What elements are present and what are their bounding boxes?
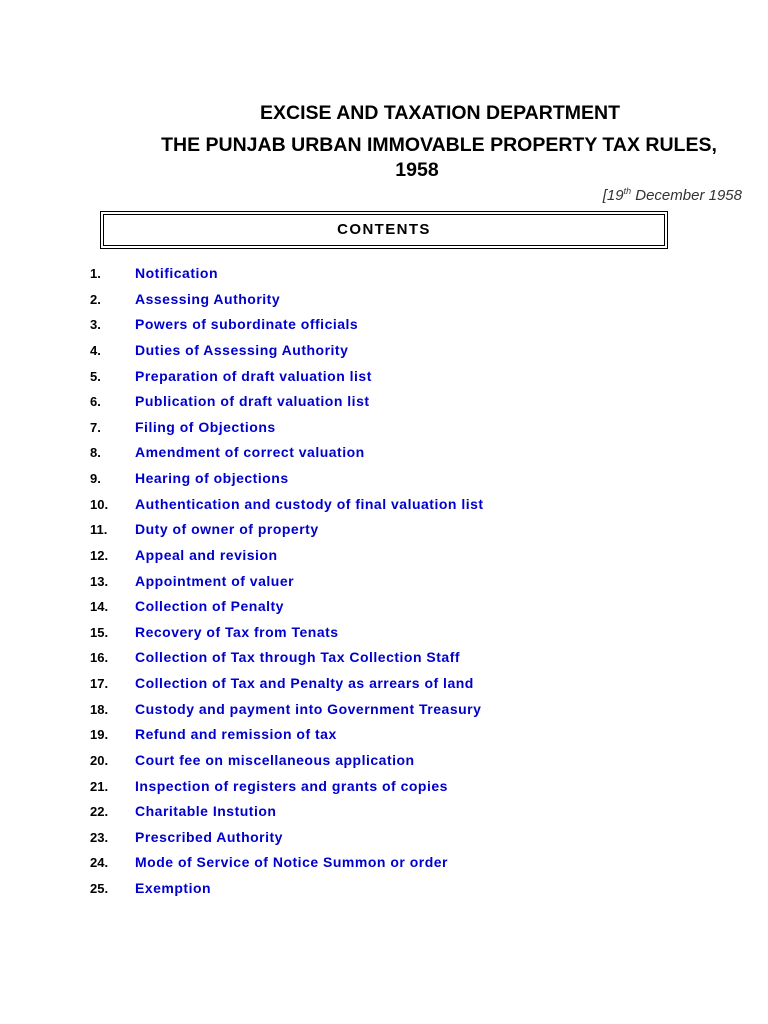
contents-item-link[interactable]: Appeal and revision <box>135 546 278 563</box>
contents-item-link[interactable]: Custody and payment into Government Treasury <box>135 700 482 717</box>
contents-item-link[interactable]: Mode of Service of Notice Summon or order <box>135 854 448 871</box>
rules-title-line-2: 1958 <box>395 159 439 181</box>
contents-item <box>0 825 768 851</box>
contents-item-number: 8. <box>90 445 101 461</box>
contents-heading-inner-border <box>103 214 665 246</box>
contents-item-number: 3. <box>90 317 101 333</box>
contents-item-number: 20. <box>90 752 109 768</box>
contents-item-link[interactable]: Hearing of objections <box>135 470 289 486</box>
contents-item-link[interactable]: Exemption <box>135 880 212 896</box>
contents-item <box>0 287 768 313</box>
contents-item <box>0 697 768 723</box>
contents-item <box>0 492 768 518</box>
contents-item <box>0 799 768 825</box>
department-heading: EXCISE AND TAXATION DEPARTMENT <box>259 102 621 124</box>
contents-item <box>0 671 768 697</box>
contents-item-link[interactable]: Notification <box>135 265 218 281</box>
contents-item-number: 7. <box>90 419 101 435</box>
contents-item-link[interactable]: Preparation of draft valuation list <box>135 367 372 384</box>
contents-item-number: 23. <box>90 829 109 845</box>
contents-item-number: 5. <box>90 368 101 384</box>
contents-item-number: 15. <box>90 624 109 640</box>
contents-item-number: 13. <box>90 573 109 589</box>
contents-item-number: 4. <box>90 342 101 358</box>
notification-date <box>603 186 742 206</box>
contents-item-link[interactable]: Collection of Tax and Penalty as arrears of land <box>135 675 474 691</box>
contents-item <box>0 620 768 646</box>
contents-heading-box <box>100 211 668 249</box>
contents-item <box>0 569 768 595</box>
contents-item <box>0 774 768 800</box>
contents-item-number: 17. <box>90 676 109 691</box>
contents-item <box>0 364 768 390</box>
contents-item-link[interactable]: Amendment of correct valuation <box>135 444 365 461</box>
contents-item-link[interactable]: Authentication and custody of final valuation list <box>135 495 484 512</box>
contents-item <box>0 389 768 415</box>
date-prefix: [19 <box>602 187 624 204</box>
contents-item-link[interactable]: Recovery of Tax from Tenats <box>135 623 339 640</box>
date-suffix: December 1958 <box>631 187 742 204</box>
contents-item-link[interactable]: Assessing Authority <box>135 290 281 307</box>
contents-item-number: 1. <box>90 266 101 281</box>
contents-item <box>0 466 768 492</box>
contents-item-link[interactable]: Court fee on miscellaneous application <box>135 751 415 768</box>
rules-title-line-1: THE PUNJAB URBAN IMMOVABLE PROPERTY TAX RULES, <box>161 134 717 156</box>
contents-item-number: 22. <box>90 804 109 820</box>
contents-item-number: 2. <box>90 291 101 307</box>
contents-item-number: 6. <box>90 394 101 410</box>
contents-item-number: 19. <box>90 727 109 743</box>
contents-item-link[interactable]: Refund and remission of tax <box>135 726 337 743</box>
contents-item-number: 12. <box>90 547 109 563</box>
contents-item <box>0 876 768 902</box>
contents-item-number: 10. <box>90 496 109 512</box>
contents-heading: CONTENTS <box>337 221 431 238</box>
contents-item <box>0 261 768 287</box>
contents-item <box>0 415 768 441</box>
contents-item <box>0 517 768 543</box>
contents-item <box>0 645 768 671</box>
contents-item <box>0 338 768 364</box>
contents-list <box>0 261 768 902</box>
contents-item-number: 14. <box>90 599 109 615</box>
contents-item <box>0 543 768 569</box>
contents-item <box>0 440 768 466</box>
contents-item-link[interactable]: Filing of Objections <box>135 418 276 435</box>
contents-item <box>0 850 768 876</box>
contents-item-link[interactable]: Inspection of registers and grants of copies <box>135 777 448 794</box>
contents-item-link[interactable]: Collection of Penalty <box>135 598 284 615</box>
contents-item <box>0 312 768 338</box>
contents-item <box>0 748 768 774</box>
contents-item-number: 18. <box>90 701 109 717</box>
contents-item-link[interactable]: Appointment of valuer <box>135 572 295 589</box>
contents-item-link[interactable]: Publication of draft valuation list <box>135 393 370 410</box>
contents-item-link[interactable]: Powers of subordinate officials <box>135 316 359 333</box>
contents-item-number: 24. <box>90 855 109 871</box>
contents-item-link[interactable]: Prescribed Authority <box>135 828 283 845</box>
contents-item-link[interactable]: Charitable Instution <box>135 803 277 820</box>
contents-item <box>0 594 768 620</box>
contents-item-number: 16. <box>90 650 109 666</box>
contents-item-link[interactable]: Duty of owner of property <box>135 521 319 538</box>
date-ordinal: th <box>623 186 632 196</box>
contents-item-link[interactable]: Duties of Assessing Authority <box>135 341 349 358</box>
contents-item-number: 21. <box>90 778 109 794</box>
contents-item <box>0 722 768 748</box>
contents-item-number: 9. <box>90 471 101 486</box>
contents-item-number: 11. <box>90 522 108 538</box>
contents-item-link[interactable]: Collection of Tax through Tax Collection Staff <box>135 649 461 666</box>
contents-item-number: 25. <box>90 881 109 896</box>
